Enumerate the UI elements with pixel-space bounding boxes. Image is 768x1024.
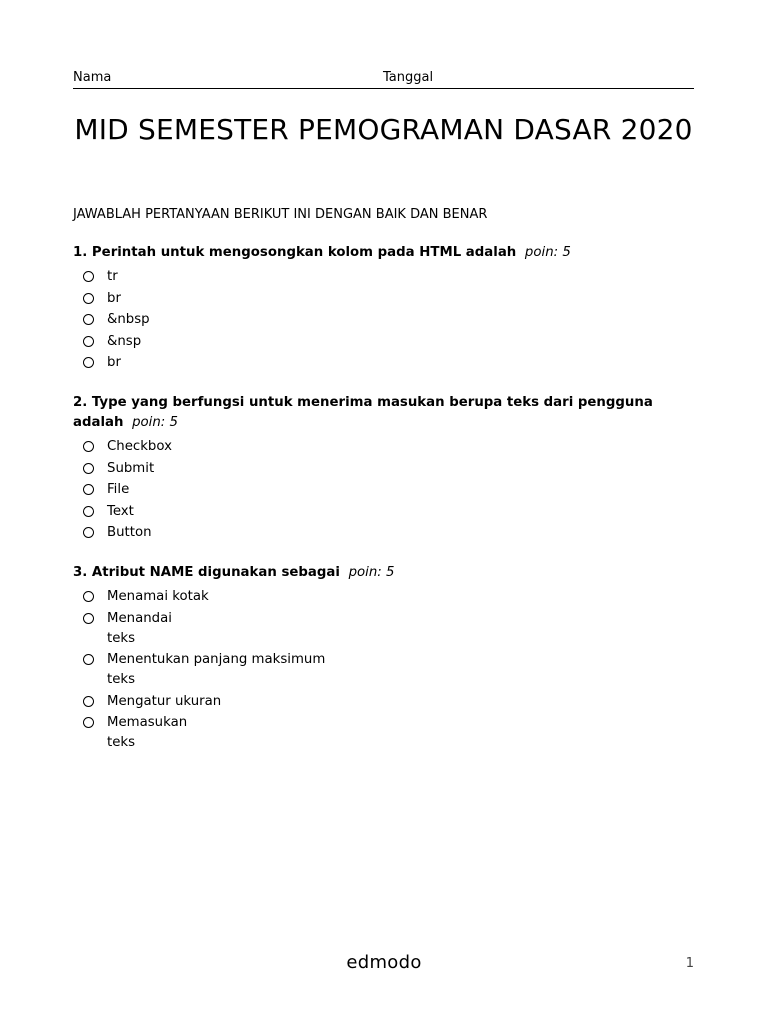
option-label: &nbsp xyxy=(107,312,150,327)
question-3 xyxy=(73,563,698,755)
option-list xyxy=(73,437,698,543)
option-item[interactable] xyxy=(73,692,698,712)
option-label: br xyxy=(107,290,121,306)
radio-button-icon[interactable] xyxy=(83,357,94,368)
option-item[interactable] xyxy=(73,523,698,543)
radio-button-icon[interactable] xyxy=(83,314,94,325)
instruction-text: JAWABLAH PERTANYAAN BERIKUT INI DENGAN BAIK DAN BENAR xyxy=(73,207,488,222)
option-label: Mengatur ukuran xyxy=(107,693,222,709)
option-list xyxy=(73,587,698,753)
option-label: File xyxy=(107,482,130,497)
question-text xyxy=(73,393,698,433)
header-bar xyxy=(73,70,694,89)
option-label: Menamai kotak xyxy=(107,589,209,604)
option-label: Checkbox xyxy=(107,439,172,454)
radio-button-icon[interactable] xyxy=(83,271,94,282)
option-item[interactable] xyxy=(73,502,698,522)
option-item[interactable] xyxy=(73,650,698,690)
radio-button-icon[interactable] xyxy=(83,654,94,665)
option-item[interactable] xyxy=(73,587,698,607)
radio-button-icon[interactable] xyxy=(83,463,94,474)
option-item[interactable] xyxy=(73,332,698,352)
question-label: 1. Perintah untuk mengosongkan kolom pada HTML adalah xyxy=(73,245,517,260)
option-label: Button xyxy=(107,525,152,540)
radio-button-icon[interactable] xyxy=(83,527,94,538)
option-label: Menandai teks xyxy=(107,610,172,646)
radio-button-icon[interactable] xyxy=(83,484,94,495)
option-label: &nsp xyxy=(107,333,142,349)
radio-button-icon[interactable] xyxy=(83,336,94,347)
question-1 xyxy=(73,243,698,375)
option-item[interactable] xyxy=(73,289,698,309)
option-label: Submit xyxy=(107,460,155,476)
question-points: poin: 5 xyxy=(132,415,178,430)
question-text xyxy=(73,563,698,583)
option-item[interactable] xyxy=(73,267,698,287)
option-item[interactable] xyxy=(73,609,698,649)
option-label: Menentukan panjang maksimum teks xyxy=(107,652,326,687)
page-number: 1 xyxy=(685,956,694,971)
radio-button-icon[interactable] xyxy=(83,613,94,624)
date-label: Tanggal xyxy=(383,70,434,85)
question-points: poin: 5 xyxy=(524,245,571,260)
edmodo-logo: edmodo xyxy=(346,952,422,973)
radio-button-icon[interactable] xyxy=(83,293,94,304)
document-title: MID SEMESTER PEMOGRAMAN DASAR 2020 xyxy=(74,113,693,146)
radio-button-icon[interactable] xyxy=(83,591,94,602)
option-item[interactable] xyxy=(73,353,698,373)
option-item[interactable] xyxy=(73,437,698,457)
radio-button-icon[interactable] xyxy=(83,696,94,707)
question-label: 3. Atribut NAME digunakan sebagai xyxy=(73,565,340,580)
question-label: 2. Type yang berfungsi untuk menerima masukan berupa teks dari pengguna adalah xyxy=(73,395,653,430)
option-label: tr xyxy=(107,269,118,284)
radio-button-icon[interactable] xyxy=(83,441,94,452)
option-label: Memasukan teks xyxy=(107,715,188,750)
radio-button-icon[interactable] xyxy=(83,717,94,728)
option-label: Text xyxy=(107,503,134,519)
radio-button-icon[interactable] xyxy=(83,506,94,517)
option-item[interactable] xyxy=(73,480,698,500)
question-points: poin: 5 xyxy=(348,565,395,580)
option-list xyxy=(73,267,698,373)
option-item[interactable] xyxy=(73,713,698,753)
option-item[interactable] xyxy=(73,310,698,330)
name-label: Nama xyxy=(73,70,112,85)
option-label: br xyxy=(107,355,121,370)
question-2 xyxy=(73,393,698,545)
option-item[interactable] xyxy=(73,459,698,479)
question-text xyxy=(73,243,698,263)
